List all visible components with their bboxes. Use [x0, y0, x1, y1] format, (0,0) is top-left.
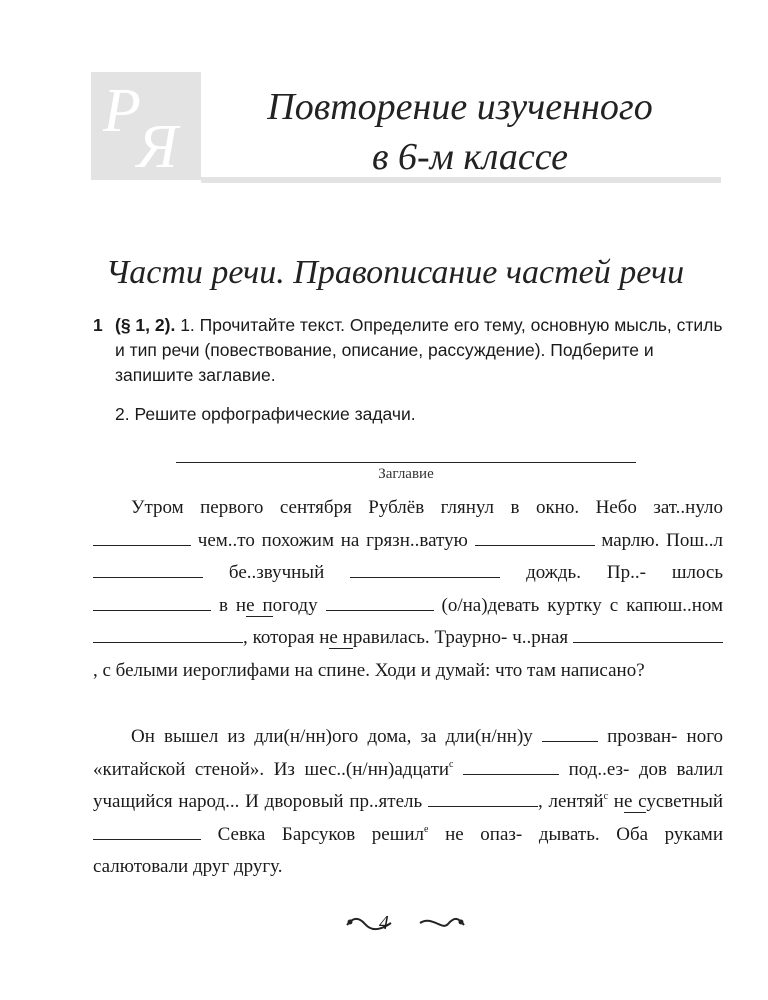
answer-blank[interactable]: [428, 790, 538, 807]
section-title: Части речи. Правописание частей речи: [105, 254, 685, 291]
text-segment: Он вышел из дли(н/нн)ого дома, за дли(н/нн)у: [131, 726, 533, 747]
text-segment: Пош..л: [666, 529, 724, 551]
answer-blank[interactable]: [542, 725, 598, 742]
text-segment: ,: [537, 791, 543, 812]
answer-blank[interactable]: [463, 758, 559, 775]
task-block: [93, 313, 723, 388]
exercise-paragraph-2: [93, 721, 723, 884]
text-segment: шлось: [671, 562, 724, 583]
text-segment: , которая н: [243, 627, 330, 648]
text-segment: усветный: [646, 791, 724, 812]
page-number: 4: [379, 912, 389, 934]
text-segment: равилась. Траурно-: [352, 627, 508, 648]
task-reference: (§ 1, 2).: [115, 315, 176, 335]
text-segment: чем..то похожим на грязн..ватую: [197, 529, 468, 551]
task-instruction-2: 2. Решите орфографические задачи.: [115, 404, 416, 424]
text-segment: с капюш..ном: [609, 594, 724, 616]
text-segment: бе..звучный: [228, 562, 325, 583]
text-segment: в н: [218, 594, 247, 616]
underlined-orthogram: е п: [246, 594, 273, 616]
text-segment: лентяй: [548, 791, 604, 812]
logo-letter-r: Р: [103, 77, 141, 145]
underlined-orthogram: е с: [623, 791, 647, 812]
text-segment: Утром первого сентября Рублёв глянул в окно. Небо зат..нуло: [131, 497, 723, 518]
task-number: 1: [93, 315, 103, 335]
chapter-title-line1: Повторение изученного: [267, 86, 653, 128]
chapter-logo: [91, 72, 201, 180]
text-segment: огоду: [272, 594, 318, 616]
task-instruction-1: 1. Прочитайте текст. Определите его тему, основную мысль, стиль и тип речи (повествование, описание, рассуждение). Подберите и запишите заглавие.: [115, 315, 723, 385]
text-segment: ч..рная: [512, 627, 569, 648]
text-segment: дов валил учащийся народ... И дворовый пр..ятель: [93, 758, 724, 812]
answer-blank[interactable]: [326, 594, 434, 611]
text-segment: марлю.: [601, 529, 660, 551]
answer-blank[interactable]: [93, 561, 203, 578]
underlined-orthogram: е н: [329, 627, 353, 648]
superscript-mark: с: [603, 791, 609, 802]
text-segment: дождь. Пр..-: [526, 562, 646, 583]
answer-blank[interactable]: [573, 626, 723, 643]
text-segment: (о/на)девать куртку: [441, 594, 602, 616]
answer-blank[interactable]: [93, 529, 191, 546]
text-segment: Севка Барсуков решил: [217, 823, 424, 845]
title-caption: Заглавие: [378, 466, 434, 482]
superscript-mark: с: [449, 758, 454, 770]
answer-blank[interactable]: [350, 561, 500, 578]
answer-blank[interactable]: [475, 529, 595, 546]
text-segment: н: [608, 791, 624, 812]
answer-blank[interactable]: [93, 626, 243, 643]
text-segment: ного «китайской стеной». Из шес..(н/нн)адцати: [93, 726, 724, 780]
answer-blank[interactable]: [93, 594, 211, 611]
text-segment: прозван-: [607, 726, 678, 747]
text-segment: не опаз-: [428, 823, 523, 845]
chapter-title: [210, 82, 710, 182]
superscript-mark: е: [424, 823, 429, 835]
answer-blank[interactable]: [93, 823, 201, 840]
exercise-paragraph-1: [93, 492, 723, 687]
text-segment: и думай: что там написано?: [420, 659, 645, 681]
text-segment: под..ез-: [568, 758, 630, 780]
text-segment: дывать. Оба руками салютовали друг другу.: [93, 823, 723, 877]
chapter-title-line2: в 6-м классе: [371, 136, 569, 178]
text-segment: , с белыми иероглифами на спине. Ходи: [93, 659, 417, 681]
title-answer-line[interactable]: [176, 462, 636, 463]
logo-letter-ya: Я: [137, 113, 178, 181]
